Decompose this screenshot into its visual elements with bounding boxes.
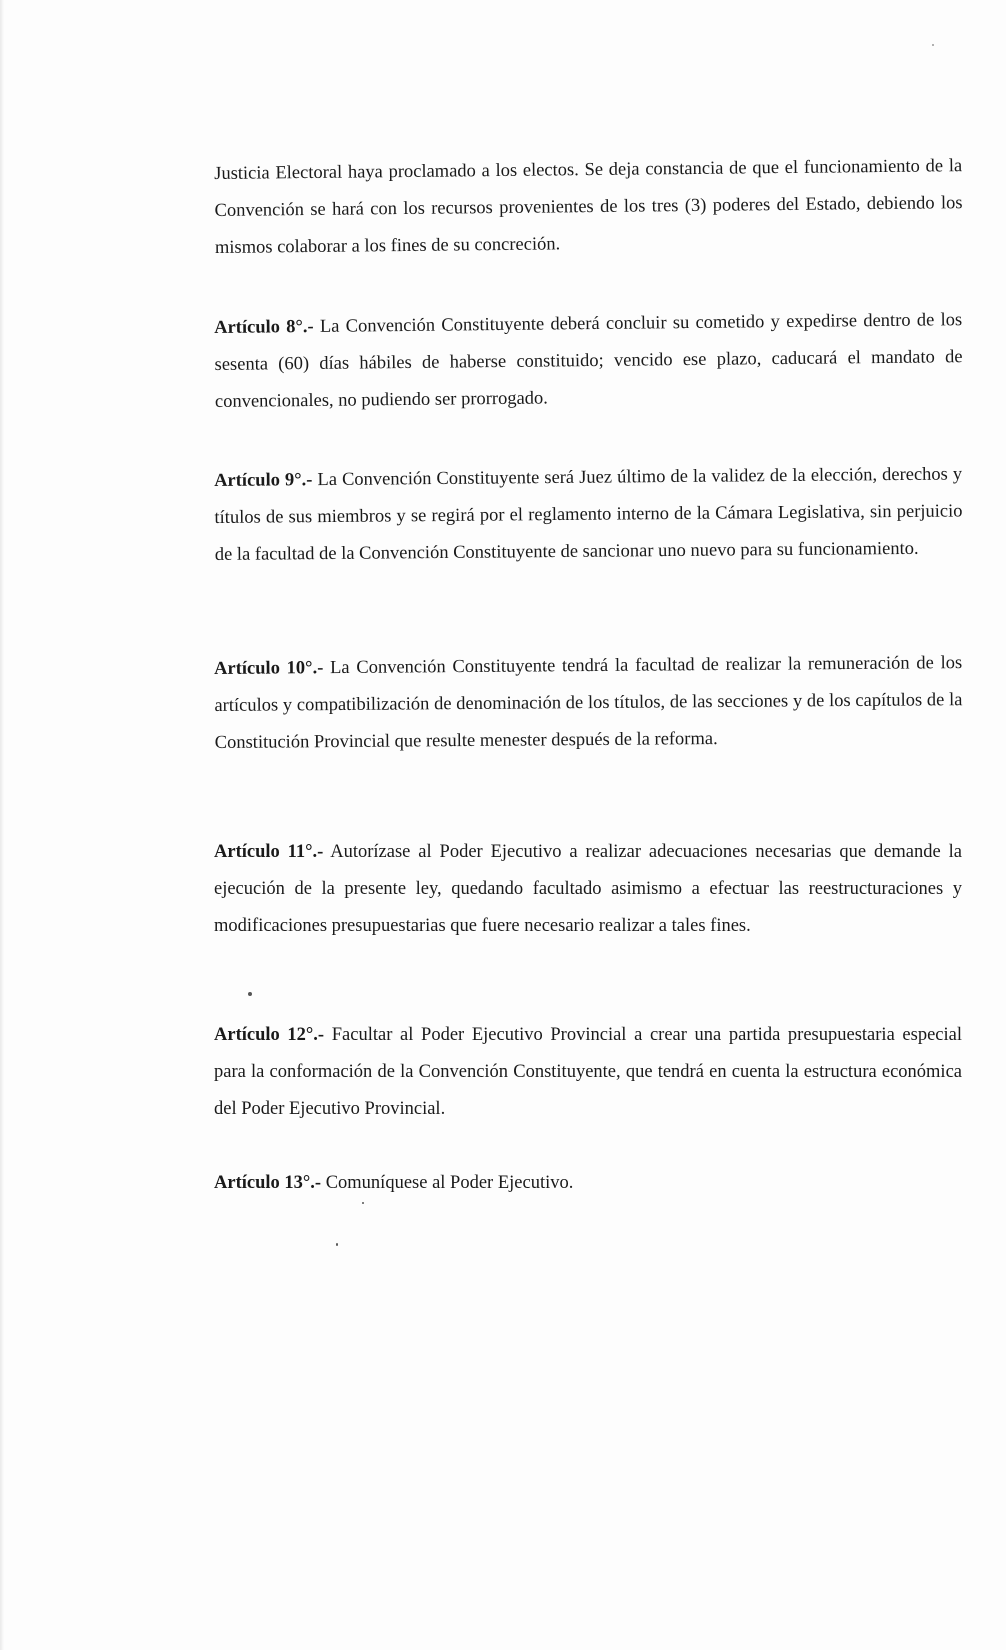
article-12 [214, 1017, 962, 1128]
article-11-label: Artículo 11°.- [214, 842, 324, 862]
intro-text: Justicia Electoral haya proclamado a los electos. Se deja constancia de que el funcionamiento de la Convención se hará con los recursos provenientes de los tres (3) poderes del Estado, debiendo los mismos colaborar a los fines de su concreción. [214, 156, 963, 258]
article-8-text: La Convención Constituyente deberá concluir su cometido y expedirse dentro de los sesenta (60) días hábiles de haberse constituido; vencido ese plazo, caducará el mandato de convencionales, no pudiendo ser prorrogado. [214, 310, 963, 412]
scan-speck [362, 1202, 364, 1204]
article-11 [214, 834, 962, 945]
article-13-text: Comuníquese al Poder Ejecutivo. [321, 1173, 574, 1193]
intro-paragraph [214, 148, 963, 267]
scan-speck [248, 992, 252, 996]
article-8-label: Artículo 8°.- [214, 316, 314, 338]
article-13 [214, 1165, 962, 1202]
article-11-text: Autorízase al Poder Ejecutivo a realizar adecuaciones necesarias que demande la ejecución de la presente ley, quedando facultado asimismo a efectuar las reestructuraciones y modificaciones presupuestarias que fuere necesario realizar a tales fines. [214, 842, 962, 936]
article-10 [214, 645, 963, 762]
scan-speck [336, 1243, 338, 1246]
article-12-label: Artículo 12°.- [214, 1025, 325, 1045]
article-9-label: Artículo 9°.- [214, 470, 313, 491]
article-10-label: Artículo 10°.- [214, 658, 324, 679]
article-12-text: Facultar al Poder Ejecutivo Provincial a crear una partida presupuestaria especial para la conformación de la Convención Constituyente, que tendrá en cuenta la estructura económica del Poder Ejecutivo Provincial. [214, 1025, 963, 1119]
scan-speck [932, 44, 934, 46]
article-13-label: Artículo 13°.- [214, 1173, 322, 1193]
article-8 [214, 302, 963, 421]
scan-edge [0, 0, 4, 1650]
article-9 [214, 456, 963, 574]
article-9-text: La Convención Constituyente será Juez último de la validez de la elección, derechos y títulos de sus miembros y se regirá por el reglamento interno de la Cámara Legislativa, sin perjuicio de la facultad de la Convención Constituyente de sancionar uno nuevo para su funcionamiento. [214, 464, 963, 565]
article-10-text: La Convención Constituyente tendrá la facultad de realizar la remuneración de los artículos y compatibilización de denominación de los títulos, de las secciones y de los capítulos de la Constitución Provincial que resulte menester después de la reforma. [214, 653, 963, 753]
